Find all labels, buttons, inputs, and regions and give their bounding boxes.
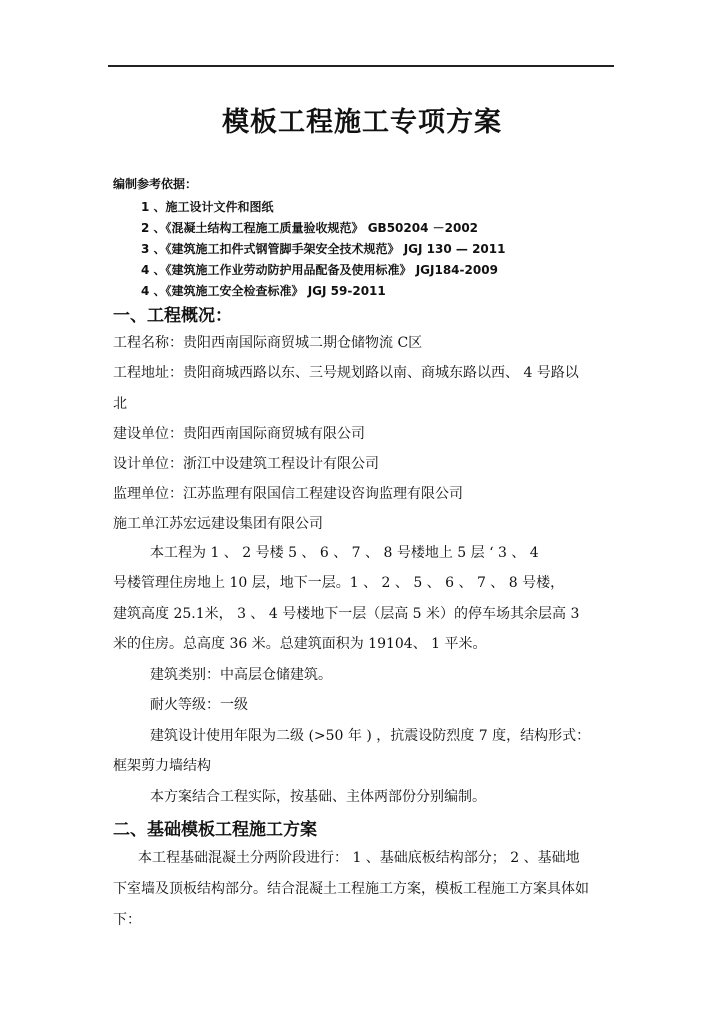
section2-heading: 二、基础模板工程施工方案: [113, 820, 317, 840]
paragraph-line: 建筑类别：中高层仓储建筑。: [150, 667, 332, 683]
paragraph-line: 建设单位：贵阳西南国际商贸城有限公司: [113, 426, 365, 442]
paragraph-line: 米的住房。总高度 36 米。总建筑面积为 19104、 1 平米。: [113, 636, 487, 652]
header-rule: [108, 65, 614, 67]
reference-item: 4 、《建筑施工安全检查标准》 JGJ 59-2011: [141, 284, 386, 298]
paragraph-line: 北: [113, 396, 127, 412]
paragraph-line: 工程地址：贵阳商城西路以东、三号规划路以南、商城东路以西、 4 号路以: [113, 365, 579, 381]
paragraph-line: 本工程基础混凝土分两阶段进行： 1 、基础底板结构部分； 2 、基础地: [138, 850, 580, 866]
document-title: 模板工程施工专项方案: [222, 107, 502, 138]
reference-item: 1 、施工设计文件和图纸: [141, 200, 274, 214]
paragraph-line: 本方案结合工程实际，按基础、主体两部份分别编制。: [150, 789, 486, 805]
paragraph-line: 施工单江苏宏远建设集团有限公司: [113, 516, 323, 532]
paragraph-line: 工程名称：贵阳西南国际商贸城二期仓储物流 C区: [113, 335, 423, 351]
paragraph-line: 耐火等级：一级: [150, 697, 248, 713]
paragraph-line: 设计单位：浙江中设建筑工程设计有限公司: [113, 456, 379, 472]
section1-heading: 一、工程概况：: [113, 306, 232, 326]
reference-item: 4 、《建筑施工作业劳动防护用品配备及使用标准》 JGJ184-2009: [141, 263, 498, 277]
paragraph-line: 本工程为 1 、 2 号楼 5 、 6 、 7 、 8 号楼地上 5 层 ‘ 3 、 4: [150, 545, 539, 561]
reference-item: 2 、《混凝土结构工程施工质量验收规范》 GB50204 －2002: [141, 221, 479, 235]
references-heading: 编制参考依据：: [113, 177, 198, 191]
paragraph-line: 建筑高度 25.1米， 3 、 4 号楼地下一层（层高 5 米）的停车场其余层高 3: [113, 606, 580, 622]
paragraph-line: 框架剪力墙结构: [113, 758, 211, 774]
paragraph-line: 下室墙及顶板结构部分。结合混凝土工程施工方案，模板工程施工方案具体如: [113, 881, 589, 897]
reference-item: 3 、《建筑施工扣件式钢管脚手架安全技术规范》 JGJ 130 — 2011: [141, 242, 506, 256]
paragraph-line: 号楼管理住房地上 10 层，地下一层。1 、 2 、 5 、 6 、 7 、 8 号楼，: [113, 575, 565, 591]
paragraph-line: 监理单位：江苏监理有限国信工程建设咨询监理有限公司: [113, 486, 463, 502]
paragraph-line: 建筑设计使用年限为二级 (>50 年 ) ，抗震设防烈度 7 度，结构形式：: [150, 728, 591, 744]
paragraph-line: 下：: [113, 912, 141, 928]
